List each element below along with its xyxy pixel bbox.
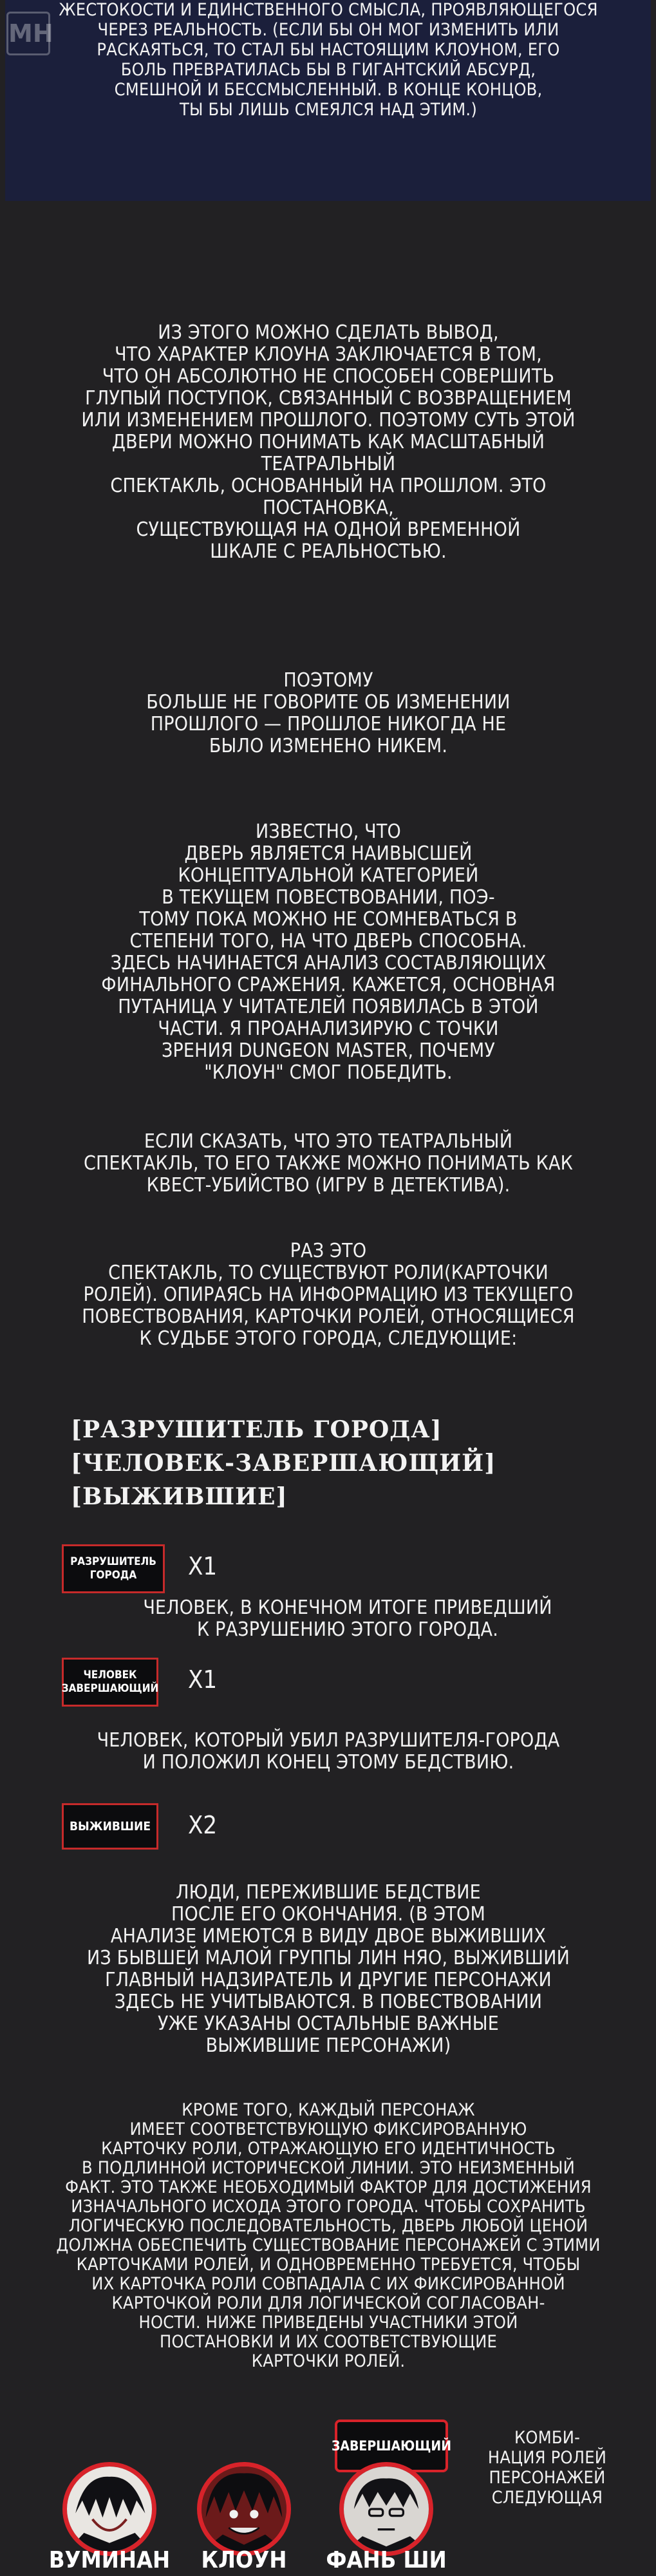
avatar-clown — [197, 2462, 291, 2556]
character-name: ФАНЬ ШИ — [326, 2547, 447, 2573]
role-count: X1 — [188, 1552, 218, 1580]
avatar-wuminan — [62, 2462, 156, 2556]
paragraph-door-analysis: ИЗВЕСТНО, ЧТО ДВЕРЬ ЯВЛЯЕТСЯ НАИВЫСШЕЙ КОНЦЕПТУАЛЬНОЙ КАТЕГОРИЕЙ В ТЕКУЩЕМ ПОВЕСТВОВАНИИ, ПОЭ- ТОМУ ПОКА МОЖНО НЕ СОМНЕВАТЬСЯ В СТЕПЕНИ ТОГО, НА ЧТО ДВЕРЬ СПОСОБНА. ЗДЕСЬ НАЧИНАЕТСЯ АНАЛИЗ СОСТАВЛЯЮЩИХ ФИНАЛЬНОГО СРАЖЕНИЯ. КАЖЕТСЯ, ОСНОВНАЯ ПУТАНИЦА У ЧИТАТЕЛЕЙ ПОЯВИЛАСЬ В ЭТОЙ ЧАСТИ. Я ПРОАНАЛИЗИРУЮ С ТОЧКИ ЗРЕНИЯ DUNGEON MASTER, ПОЧЕМУ "КЛОУН" СМОГ ПОБЕДИТЬ. — [101, 820, 556, 1084]
paragraph-conclusion: ИЗ ЭТОГО МОЖНО СДЕЛАТЬ ВЫВОД, ЧТО ХАРАКТЕР КЛОУНА ЗАКЛЮЧАЕТСЯ В ТОМ, ЧТО ОН АБСОЛЮТНО НЕ СПОСОБЕН СОВЕРШИТЬ ГЛУПЫЙ ПОСТУПОК, СВЯЗАННЫЙ С ВОЗВРАЩЕНИЕМ ИЛИ ИЗМЕНЕНИЕМ ПРОШЛОГО. ПОЭТОМУ СУТЬ ЭТОЙ ДВЕРИ МОЖНО ПОНИМАТЬ КАК МАСШТАБНЫЙ ТЕАТРАЛЬНЫЙ СПЕКТАКЛЬ, ОСНОВАННЫЙ НА ПРОШЛОМ. ЭТО ПОСТАНОВКА, СУЩЕСТВУЮЩАЯ НА ОДНОЙ ВРЕМЕННОЙ ШКАЛЕ С РЕАЛЬНОСТЬЮ. — [81, 321, 576, 563]
role-card-destroyer: РАЗРУШИТЕЛЬ ГОРОДА — [62, 1544, 165, 1593]
role-list-item: [ВЫЖИВШИЕ] — [71, 1483, 288, 1510]
paragraph-survivors-desc: ЛЮДИ, ПЕРЕЖИВШИЕ БЕДСТВИЕ ПОСЛЕ ЕГО ОКОНЧАНИЯ. (В ЭТОМ АНАЛИЗЕ ИМЕЮТСЯ В ВИДУ ДВОЕ ВЫЖИВШИХ ИЗ БЫВШЕЙ МАЛОЙ ГРУППЫ ЛИН НЯО, ВЫЖИВШИЙ ГЛАВНЫЙ НАДЗИРАТЕЛЬ И ДРУГИЕ ПЕРСОНАЖИ ЗДЕСЬ НЕ УЧИТЫВАЮТСЯ. В ПОВЕСТВОВАНИИ УЖЕ УКАЗАНЫ ОСТАЛЬНЫЕ ВАЖНЫЕ ВЫЖИВШИЕ ПЕРСОНАЖИ) — [87, 1881, 570, 2057]
character-portrait-icon — [201, 2467, 286, 2552]
paragraph-fixed-roles: КРОМЕ ТОГО, КАЖДЫЙ ПЕРСОНАЖ ИМЕЕТ СООТВЕТСТВУЮЩУЮ ФИКСИРОВАННУЮ КАРТОЧКУ РОЛИ, ОТРАЖАЮЩУЮ ЕГО ИДЕНТИЧНОСТЬ В ПОДЛИННОЙ ИСТОРИЧЕСКОЙ ЛИНИИ. ЭТО НЕИЗМЕННЫЙ ФАКТ. ЭТО ТАКЖЕ НЕОБХОДИМЫЙ ФАКТОР ДЛЯ ДОСТИЖЕНИЯ ИЗНАЧАЛЬНОГО ИСХОДА ЭТОГО ГОРОДА. ЧТОБЫ СОХРАНИТЬ ЛОГИЧЕСКУЮ ПОСЛЕДОВАТЕЛЬНОСТЬ, ДВЕРЬ ЛЮБОЙ ЦЕНОЙ ДОЛЖНА ОБЕСПЕЧИТЬ СУЩЕСТВОВАНИЕ ПЕРСОНАЖЕЙ С ЭТИМИ КАРТОЧКАМИ РОЛЕЙ, И ОДНОВРЕМЕННО ТРЕБУЕТСЯ, ЧТОБЫ ИХ КАРТОЧКА РОЛИ СОВПАДАЛА С ИХ ФИКСИРОВАННОЙ КАРТОЧКОЙ РОЛИ ДЛЯ ЛОГИЧЕСКОЙ СОГЛАСОВАН- НОСТИ. НИЖЕ ПРИВЕДЕНЫ УЧАСТНИКИ ЭТОЙ ПОСТАНОВКИ И ИХ СООТВЕТСТВУЮЩИЕ КАРТОЧКИ РОЛЕЙ. — [56, 2100, 601, 2371]
avatar-fan-shi — [339, 2462, 433, 2556]
role-card-finisher: ЧЕЛОВЕК ЗАВЕРШАЮЩИЙ — [62, 1658, 158, 1707]
role-list-item: [ЧЕЛОВЕК-ЗАВЕРШАЮЩИЙ] — [71, 1450, 496, 1477]
watermark-logo: MH — [6, 12, 50, 55]
role-count: X2 — [188, 1811, 218, 1839]
character-portrait-icon — [67, 2467, 152, 2552]
role-count: X1 — [188, 1665, 218, 1694]
role-list-item: [РАЗРУШИТЕЛЬ ГОРОДА] — [71, 1416, 442, 1443]
character-name: КЛОУН — [201, 2547, 287, 2573]
paragraph-destroyer-desc: ЧЕЛОВЕК, В КОНЕЧНОМ ИТОГЕ ПРИВЕДШИЙ К РАЗРУШЕНИЮ ЭТОГО ГОРОДА. — [143, 1596, 552, 1641]
role-card-survivors: ВЫЖИВШИЕ — [62, 1803, 158, 1850]
paragraph-finisher-desc: ЧЕЛОВЕК, КОТОРЫЙ УБИЛ РАЗРУШИТЕЛЯ-ГОРОДА И ПОЛОЖИЛ КОНЕЦ ЭТОМУ БЕДСТВИЮ. — [97, 1729, 560, 1774]
caption-role-combination: КОМБИ- НАЦИЯ РОЛЕЙ ПЕРСОНАЖЕЙ СЛЕДУЮЩАЯ — [487, 2428, 607, 2508]
finisher-tag: ЗАВЕРШАЮЩИЙ — [335, 2420, 448, 2472]
character-portrait-icon — [344, 2467, 429, 2552]
intro-text: ЖЕСТОКОСТИ И ЕДИНСТВЕННОГО СМЫСЛА, ПРОЯВЛЯЮЩЕГОСЯ ЧЕРЕЗ РЕАЛЬНОСТЬ. (ЕСЛИ БЫ ОН МОГ ИЗМЕНИТЬ ИЛИ РАСКАЯТЬСЯ, ТО СТАЛ БЫ НАСТОЯЩИМ КЛОУНОМ, ЕГО БОЛЬ ПРЕВРАТИЛАСЬ БЫ В ГИГАНТСКИЙ АБСУРД, СМЕШНОЙ И БЕССМЫСЛЕННЫЙ. В КОНЦЕ КОНЦОВ, ТЫ БЫ ЛИШЬ СМЕЯЛСЯ НАД ЭТИМ.) — [59, 0, 598, 120]
paragraph-therefore: ПОЭТОМУ БОЛЬШЕ НЕ ГОВОРИТЕ ОБ ИЗМЕНЕНИИ ПРОШЛОГО — ПРОШЛОЕ НИКОГДА НЕ БЫЛО ИЗМЕНЕНО НИКЕМ. — [146, 669, 511, 757]
paragraph-theatre: ЕСЛИ СКАЗАТЬ, ЧТО ЭТО ТЕАТРАЛЬНЫЙ СПЕКТАКЛЬ, ТО ЕГО ТАКЖЕ МОЖНО ПОНИМАТЬ КАК КВЕСТ-УБИЙСТВО (ИГРУ В ДЕТЕКТИВА). — [83, 1130, 574, 1197]
character-name: ВУМИНАН — [48, 2547, 171, 2573]
paragraph-roles-intro: РАЗ ЭТО СПЕКТАКЛЬ, ТО СУЩЕСТВУЮТ РОЛИ(КАРТОЧКИ РОЛЕЙ). ОПИРАЯСЬ НА ИНФОРМАЦИЮ ИЗ ТЕКУЩЕГО ПОВЕСТВОВАНИЯ, КАРТОЧКИ РОЛЕЙ, ОТНОСЯЩИЕСЯ К СУДЬБЕ ЭТОГО ГОРОДА, СЛЕДУЮЩИЕ: — [82, 1240, 575, 1350]
